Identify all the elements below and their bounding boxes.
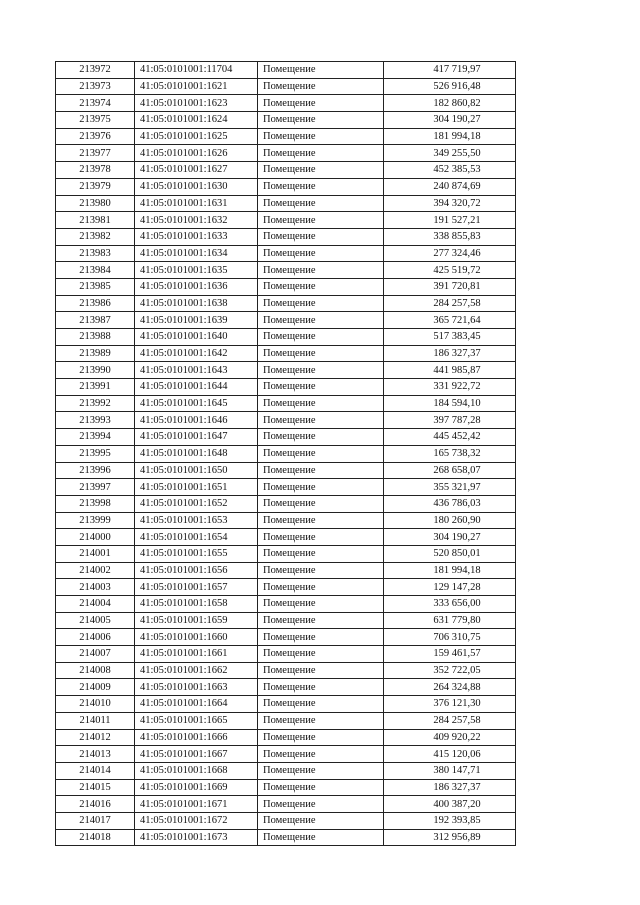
table-row [56, 812, 516, 829]
cadastral-value-cell: 376 121,30 [384, 696, 516, 713]
table-row [56, 445, 516, 462]
table-row [56, 162, 516, 179]
object-type-cell: Помещение [258, 712, 384, 729]
cadastral-value-cell: 520 850,01 [384, 545, 516, 562]
cadastral-number-cell: 41:05:0101001:1623 [135, 95, 258, 112]
table-row [56, 646, 516, 663]
row-number-cell: 214018 [56, 829, 135, 846]
cadastral-value-cell: 240 874,69 [384, 178, 516, 195]
table-row [56, 95, 516, 112]
table-row [56, 395, 516, 412]
cadastral-number-cell: 41:05:0101001:1640 [135, 329, 258, 346]
cadastral-value-cell: 181 994,18 [384, 128, 516, 145]
cadastral-number-cell: 41:05:0101001:1665 [135, 712, 258, 729]
cadastral-number-cell: 41:05:0101001:1664 [135, 696, 258, 713]
cadastral-value-cell: 445 452,42 [384, 429, 516, 446]
row-number-cell: 214008 [56, 662, 135, 679]
object-type-cell: Помещение [258, 228, 384, 245]
object-type-cell: Помещение [258, 762, 384, 779]
object-type-cell: Помещение [258, 746, 384, 763]
table-row [56, 212, 516, 229]
table-row [56, 112, 516, 129]
cadastral-value-cell: 526 916,48 [384, 78, 516, 95]
object-type-cell: Помещение [258, 145, 384, 162]
cadastral-value-cell: 409 920,22 [384, 729, 516, 746]
cadastral-value-cell: 394 320,72 [384, 195, 516, 212]
cadastral-number-cell: 41:05:0101001:1646 [135, 412, 258, 429]
cadastral-number-cell: 41:05:0101001:1659 [135, 612, 258, 629]
table-row [56, 679, 516, 696]
cadastral-number-cell: 41:05:0101001:1652 [135, 495, 258, 512]
row-number-cell: 213979 [56, 178, 135, 195]
cadastral-value-cell: 349 255,50 [384, 145, 516, 162]
row-number-cell: 214006 [56, 629, 135, 646]
row-number-cell: 213989 [56, 345, 135, 362]
object-type-cell: Помещение [258, 162, 384, 179]
cadastral-number-cell: 41:05:0101001:1648 [135, 445, 258, 462]
cadastral-number-cell: 41:05:0101001:1666 [135, 729, 258, 746]
row-number-cell: 213985 [56, 278, 135, 295]
cadastral-number-cell: 41:05:0101001:1633 [135, 228, 258, 245]
table-row [56, 412, 516, 429]
cadastral-number-cell: 41:05:0101001:1635 [135, 262, 258, 279]
cadastral-number-cell: 41:05:0101001:1631 [135, 195, 258, 212]
table-row [56, 495, 516, 512]
object-type-cell: Помещение [258, 212, 384, 229]
table-row [56, 228, 516, 245]
cadastral-number-cell: 41:05:0101001:1663 [135, 679, 258, 696]
object-type-cell: Помещение [258, 779, 384, 796]
cadastral-number-cell: 41:05:0101001:1630 [135, 178, 258, 195]
property-table-body [56, 62, 516, 846]
object-type-cell: Помещение [258, 529, 384, 546]
row-number-cell: 213996 [56, 462, 135, 479]
object-type-cell: Помещение [258, 479, 384, 496]
row-number-cell: 214012 [56, 729, 135, 746]
row-number-cell: 213990 [56, 362, 135, 379]
cadastral-value-cell: 338 855,83 [384, 228, 516, 245]
row-number-cell: 213994 [56, 429, 135, 446]
object-type-cell: Помещение [258, 295, 384, 312]
object-type-cell: Помещение [258, 128, 384, 145]
cadastral-number-cell: 41:05:0101001:1625 [135, 128, 258, 145]
cadastral-number-cell: 41:05:0101001:1668 [135, 762, 258, 779]
row-number-cell: 213997 [56, 479, 135, 496]
table-row [56, 462, 516, 479]
row-number-cell: 213998 [56, 495, 135, 512]
cadastral-value-cell: 706 310,75 [384, 629, 516, 646]
table-row [56, 479, 516, 496]
row-number-cell: 214007 [56, 646, 135, 663]
object-type-cell: Помещение [258, 646, 384, 663]
object-type-cell: Помещение [258, 278, 384, 295]
object-type-cell: Помещение [258, 312, 384, 329]
table-row [56, 796, 516, 813]
cadastral-number-cell: 41:05:0101001:1624 [135, 112, 258, 129]
object-type-cell: Помещение [258, 412, 384, 429]
row-number-cell: 213976 [56, 128, 135, 145]
row-number-cell: 214000 [56, 529, 135, 546]
table-row [56, 345, 516, 362]
cadastral-value-cell: 397 787,28 [384, 412, 516, 429]
row-number-cell: 213982 [56, 228, 135, 245]
cadastral-value-cell: 436 786,03 [384, 495, 516, 512]
cadastral-number-cell: 41:05:0101001:1638 [135, 295, 258, 312]
object-type-cell: Помещение [258, 562, 384, 579]
object-type-cell: Помещение [258, 696, 384, 713]
table-row [56, 545, 516, 562]
cadastral-number-cell: 41:05:0101001:1660 [135, 629, 258, 646]
row-number-cell: 213999 [56, 512, 135, 529]
object-type-cell: Помещение [258, 78, 384, 95]
cadastral-value-cell: 182 860,82 [384, 95, 516, 112]
row-number-cell: 214003 [56, 579, 135, 596]
table-row [56, 612, 516, 629]
object-type-cell: Помещение [258, 345, 384, 362]
object-type-cell: Помещение [258, 612, 384, 629]
table-row [56, 278, 516, 295]
row-number-cell: 213992 [56, 395, 135, 412]
cadastral-value-cell: 391 720,81 [384, 278, 516, 295]
cadastral-value-cell: 312 956,89 [384, 829, 516, 846]
row-number-cell: 214001 [56, 545, 135, 562]
cadastral-value-cell: 417 719,97 [384, 62, 516, 79]
table-row [56, 779, 516, 796]
object-type-cell: Помещение [258, 112, 384, 129]
cadastral-number-cell: 41:05:0101001:1655 [135, 545, 258, 562]
cadastral-number-cell: 41:05:0101001:1636 [135, 278, 258, 295]
cadastral-value-cell: 184 594,10 [384, 395, 516, 412]
cadastral-number-cell: 41:05:0101001:1643 [135, 362, 258, 379]
cadastral-value-cell: 284 257,58 [384, 712, 516, 729]
row-number-cell: 213977 [56, 145, 135, 162]
cadastral-number-cell: 41:05:0101001:1656 [135, 562, 258, 579]
table-row [56, 696, 516, 713]
table-row [56, 128, 516, 145]
row-number-cell: 213981 [56, 212, 135, 229]
table-row [56, 762, 516, 779]
object-type-cell: Помещение [258, 362, 384, 379]
table-row [56, 178, 516, 195]
object-type-cell: Помещение [258, 829, 384, 846]
object-type-cell: Помещение [258, 329, 384, 346]
object-type-cell: Помещение [258, 395, 384, 412]
cadastral-value-cell: 631 779,80 [384, 612, 516, 629]
table-row [56, 62, 516, 79]
cadastral-value-cell: 186 327,37 [384, 345, 516, 362]
cadastral-value-cell: 400 387,20 [384, 796, 516, 813]
cadastral-value-cell: 441 985,87 [384, 362, 516, 379]
cadastral-number-cell: 41:05:0101001:1639 [135, 312, 258, 329]
cadastral-value-cell: 129 147,28 [384, 579, 516, 596]
row-number-cell: 214002 [56, 562, 135, 579]
cadastral-value-cell: 425 519,72 [384, 262, 516, 279]
table-row [56, 729, 516, 746]
object-type-cell: Помещение [258, 495, 384, 512]
cadastral-value-cell: 352 722,05 [384, 662, 516, 679]
row-number-cell: 213983 [56, 245, 135, 262]
cadastral-value-cell: 181 994,18 [384, 562, 516, 579]
table-row [56, 746, 516, 763]
cadastral-number-cell: 41:05:0101001:1673 [135, 829, 258, 846]
cadastral-value-cell: 331 922,72 [384, 379, 516, 396]
object-type-cell: Помещение [258, 95, 384, 112]
object-type-cell: Помещение [258, 596, 384, 613]
cadastral-number-cell: 41:05:0101001:1661 [135, 646, 258, 663]
cadastral-value-cell: 365 721,64 [384, 312, 516, 329]
row-number-cell: 213987 [56, 312, 135, 329]
cadastral-value-cell: 304 190,27 [384, 529, 516, 546]
table-row [56, 295, 516, 312]
cadastral-number-cell: 41:05:0101001:1654 [135, 529, 258, 546]
cadastral-value-cell: 284 257,58 [384, 295, 516, 312]
object-type-cell: Помещение [258, 629, 384, 646]
row-number-cell: 214016 [56, 796, 135, 813]
object-type-cell: Помещение [258, 262, 384, 279]
cadastral-value-cell: 159 461,57 [384, 646, 516, 663]
table-row [56, 579, 516, 596]
cadastral-number-cell: 41:05:0101001:1658 [135, 596, 258, 613]
cadastral-number-cell: 41:05:0101001:1626 [135, 145, 258, 162]
object-type-cell: Помещение [258, 545, 384, 562]
row-number-cell: 214009 [56, 679, 135, 696]
cadastral-value-cell: 180 260,90 [384, 512, 516, 529]
table-row [56, 78, 516, 95]
cadastral-value-cell: 186 327,37 [384, 779, 516, 796]
cadastral-number-cell: 41:05:0101001:1642 [135, 345, 258, 362]
object-type-cell: Помещение [258, 445, 384, 462]
cadastral-number-cell: 41:05:0101001:1653 [135, 512, 258, 529]
cadastral-number-cell: 41:05:0101001:1634 [135, 245, 258, 262]
cadastral-value-cell: 415 120,06 [384, 746, 516, 763]
cadastral-value-cell: 355 321,97 [384, 479, 516, 496]
cadastral-number-cell: 41:05:0101001:1627 [135, 162, 258, 179]
table-row [56, 245, 516, 262]
table-row [56, 529, 516, 546]
cadastral-number-cell: 41:05:0101001:1644 [135, 379, 258, 396]
cadastral-value-cell: 192 393,85 [384, 812, 516, 829]
cadastral-number-cell: 41:05:0101001:1632 [135, 212, 258, 229]
object-type-cell: Помещение [258, 796, 384, 813]
table-row [56, 596, 516, 613]
table-row [56, 329, 516, 346]
table-row [56, 262, 516, 279]
row-number-cell: 213980 [56, 195, 135, 212]
object-type-cell: Помещение [258, 729, 384, 746]
table-row [56, 512, 516, 529]
cadastral-number-cell: 41:05:0101001:1667 [135, 746, 258, 763]
cadastral-value-cell: 452 385,53 [384, 162, 516, 179]
row-number-cell: 213993 [56, 412, 135, 429]
row-number-cell: 213972 [56, 62, 135, 79]
row-number-cell: 213988 [56, 329, 135, 346]
object-type-cell: Помещение [258, 812, 384, 829]
object-type-cell: Помещение [258, 662, 384, 679]
table-row [56, 562, 516, 579]
cadastral-number-cell: 41:05:0101001:1650 [135, 462, 258, 479]
property-table [55, 61, 516, 846]
row-number-cell: 214011 [56, 712, 135, 729]
object-type-cell: Помещение [258, 462, 384, 479]
row-number-cell: 214005 [56, 612, 135, 629]
object-type-cell: Помещение [258, 379, 384, 396]
row-number-cell: 213984 [56, 262, 135, 279]
row-number-cell: 213991 [56, 379, 135, 396]
row-number-cell: 213975 [56, 112, 135, 129]
object-type-cell: Помещение [258, 579, 384, 596]
cadastral-number-cell: 41:05:0101001:1651 [135, 479, 258, 496]
cadastral-value-cell: 517 383,45 [384, 329, 516, 346]
cadastral-number-cell: 41:05:0101001:1671 [135, 796, 258, 813]
row-number-cell: 213995 [56, 445, 135, 462]
table-row [56, 362, 516, 379]
cadastral-value-cell: 277 324,46 [384, 245, 516, 262]
table-row [56, 379, 516, 396]
cadastral-value-cell: 165 738,32 [384, 445, 516, 462]
cadastral-value-cell: 268 658,07 [384, 462, 516, 479]
object-type-cell: Помещение [258, 178, 384, 195]
row-number-cell: 214014 [56, 762, 135, 779]
cadastral-value-cell: 264 324,88 [384, 679, 516, 696]
row-number-cell: 214015 [56, 779, 135, 796]
row-number-cell: 214004 [56, 596, 135, 613]
row-number-cell: 214010 [56, 696, 135, 713]
cadastral-number-cell: 41:05:0101001:1672 [135, 812, 258, 829]
object-type-cell: Помещение [258, 429, 384, 446]
object-type-cell: Помещение [258, 195, 384, 212]
object-type-cell: Помещение [258, 512, 384, 529]
row-number-cell: 214017 [56, 812, 135, 829]
object-type-cell: Помещение [258, 245, 384, 262]
cadastral-value-cell: 304 190,27 [384, 112, 516, 129]
table-row [56, 429, 516, 446]
cadastral-number-cell: 41:05:0101001:1662 [135, 662, 258, 679]
cadastral-value-cell: 380 147,71 [384, 762, 516, 779]
cadastral-value-cell: 333 656,00 [384, 596, 516, 613]
table-row [56, 312, 516, 329]
table-row [56, 662, 516, 679]
object-type-cell: Помещение [258, 62, 384, 79]
table-row [56, 712, 516, 729]
row-number-cell: 213978 [56, 162, 135, 179]
table-row [56, 145, 516, 162]
table-row [56, 195, 516, 212]
row-number-cell: 213986 [56, 295, 135, 312]
cadastral-number-cell: 41:05:0101001:1657 [135, 579, 258, 596]
cadastral-number-cell: 41:05:0101001:1621 [135, 78, 258, 95]
row-number-cell: 213974 [56, 95, 135, 112]
cadastral-number-cell: 41:05:0101001:1647 [135, 429, 258, 446]
table-row [56, 629, 516, 646]
object-type-cell: Помещение [258, 679, 384, 696]
cadastral-value-cell: 191 527,21 [384, 212, 516, 229]
row-number-cell: 214013 [56, 746, 135, 763]
cadastral-number-cell: 41:05:0101001:1669 [135, 779, 258, 796]
row-number-cell: 213973 [56, 78, 135, 95]
cadastral-number-cell: 41:05:0101001:1645 [135, 395, 258, 412]
table-row [56, 829, 516, 846]
cadastral-number-cell: 41:05:0101001:11704 [135, 62, 258, 79]
